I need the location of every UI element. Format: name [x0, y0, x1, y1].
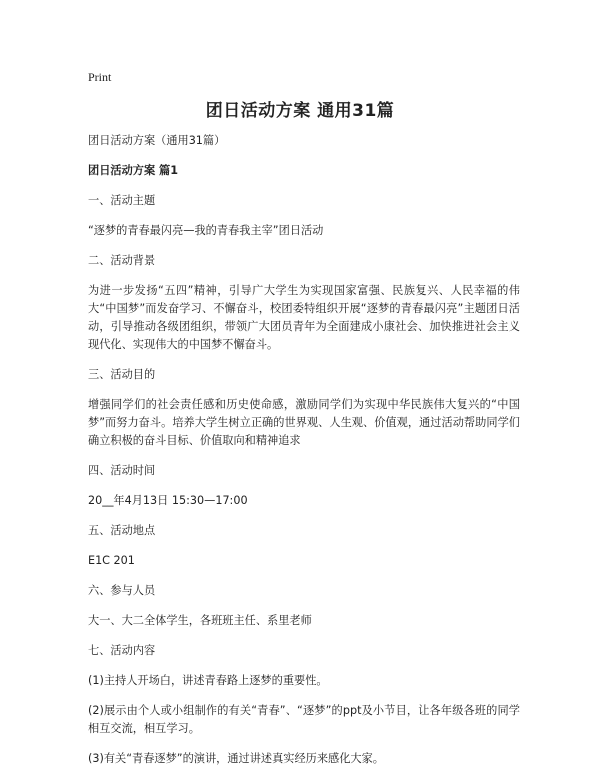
content-item-1: (1)主持人开场白，讲述青春路上逐梦的重要性。 — [88, 674, 328, 687]
heading-participants: 六、参与人员 — [88, 584, 156, 597]
content-item-3: (3)有关“青春逐梦”的演讲，通过讲述真实经历来感化大家。 — [88, 752, 384, 765]
print-link[interactable]: Print — [88, 70, 112, 84]
place-text: E1C 201 — [88, 554, 135, 567]
content-item-2: (2)展示由个人或小组制作的有关“青春”、“逐梦”的ppt及小节目，让各年级各班的同学相互交流，相互学习。 — [88, 704, 520, 735]
theme-text: “逐梦的青春最闪亮—我的青春我主宰”团日活动 — [88, 224, 324, 237]
heading-place: 五、活动地点 — [88, 524, 156, 537]
heading-theme: 一、活动主题 — [88, 194, 156, 207]
purpose-paragraph: 增强同学们的社会责任感和历史使命感，激励同学们为实现中华民族伟大复兴的“中国梦”而努力奋斗。培养大学生树立正确的世界观、人生观、价值观，通过活动帮助同学们确立积极的奋斗目标、价值取向和精神追求 — [88, 398, 520, 447]
heading-time: 四、活动时间 — [88, 464, 156, 477]
document-subtitle: 团日活动方案（通用31篇） — [88, 134, 226, 147]
background-paragraph: 为进一步发扬“五四”精神，引导广大学生为实现国家富强、民族复兴、人民幸福的伟大“中国梦”而发奋学习、不懈奋斗，校团委特组织开展“逐梦的青春最闪亮”主题团日活动，引导推动各级团组织，带领广大团员青年为全面建成小康社会、加快推进社会主义现代化、实现伟大的中国梦不懈奋斗。 — [88, 284, 520, 351]
section-heading: 团日活动方案 篇1 — [88, 164, 178, 177]
participants-text: 大一、大二全体学生，各班班主任、系里老师 — [88, 614, 312, 627]
heading-background: 二、活动背景 — [88, 254, 156, 267]
page-title: 团日活动方案 通用31篇 — [205, 101, 395, 121]
heading-purpose: 三、活动目的 — [88, 368, 156, 381]
document-body — [88, 132, 520, 780]
heading-content: 七、活动内容 — [88, 644, 156, 657]
time-text: 20__年4月13日 15:30—17:00 — [88, 494, 248, 507]
